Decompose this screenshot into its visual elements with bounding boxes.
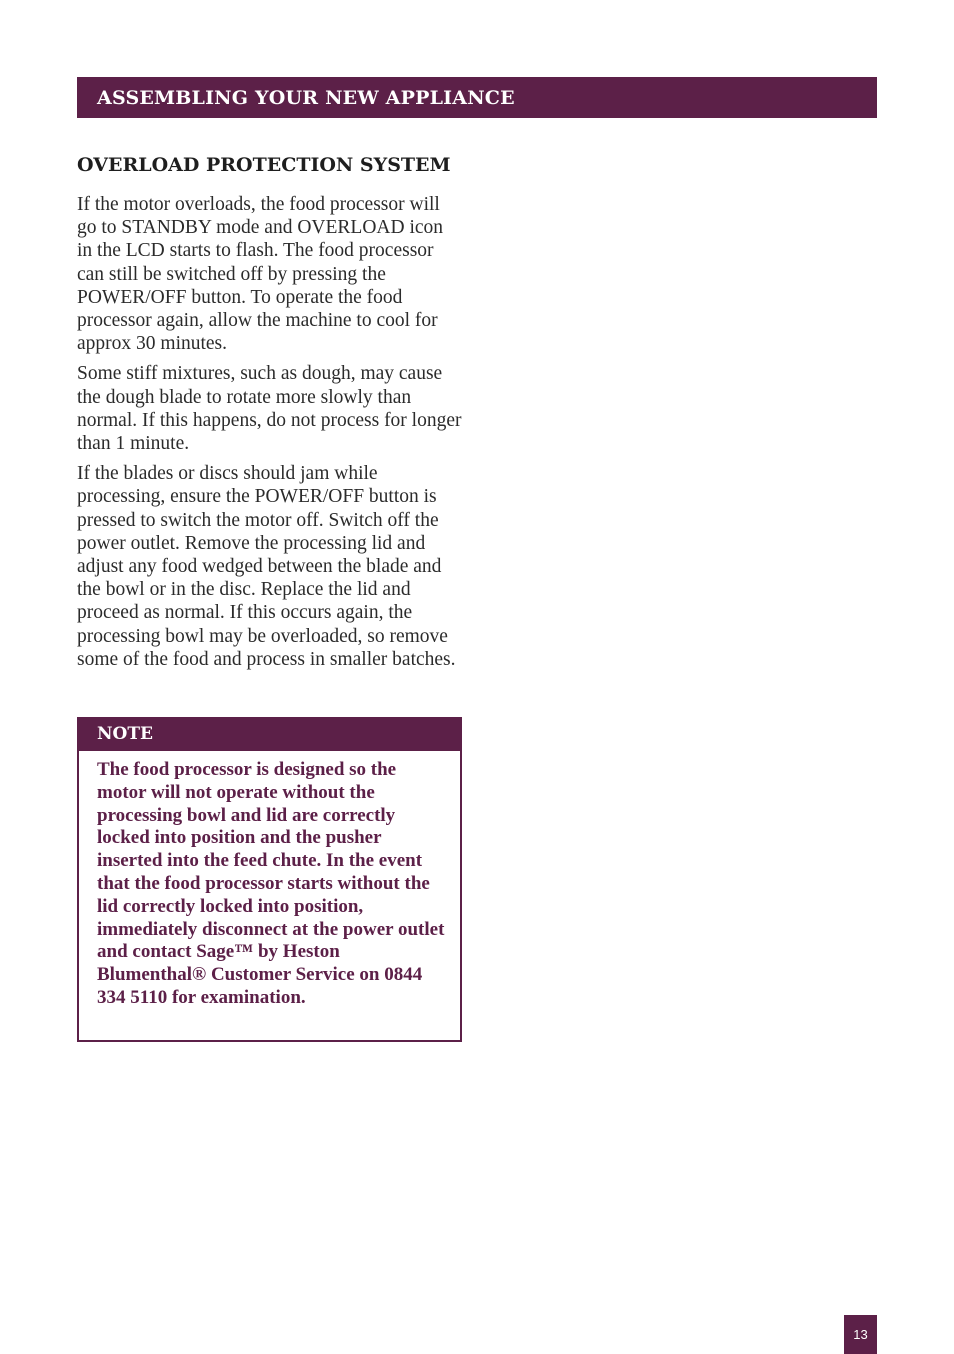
note-box <box>77 717 462 1042</box>
note-text: The food processor is designed so the motor will not operate without the processing bowl and lid are correctly locked into position and the pusher inserted into the feed chute. In the event that the food processor starts without the lid correctly locked into position, immediately disconnect at the power outlet and contact Sage™ by Heston Blumenthal® Customer Service on 0844 334 5110 for examination. <box>97 759 445 1008</box>
note-header <box>77 717 462 751</box>
note-title: NOTE <box>97 724 153 744</box>
paragraph-blades-jam: If the blades or discs should jam while processing, ensure the POWER/OFF button is pressed to switch the motor off. Switch off the power outlet. Remove the processing lid and adjust any food wedged between the blade and the bowl or in the disc. Replace the lid and proceed as normal. If this occurs again, the processing bowl may be overloaded, so remove some of the food and process in smaller batches. <box>77 463 456 670</box>
paragraph-overload: If the motor overloads, the food processor will go to STANDBY mode and OVERLOAD icon in the LCD starts to flash. The food processor can still be switched off by pressing the POWER/OFF button. To operate the food processor again, allow the machine to cool for approx 30 minutes. <box>77 194 444 355</box>
page-number-badge <box>844 1315 877 1354</box>
paragraph-stiff-mixtures: Some stiff mixtures, such as dough, may cause the dough blade to rotate more slowly than normal. If this happens, do not process for longer than 1 minute. <box>77 363 462 455</box>
overload-protection-heading: OVERLOAD PROTECTION SYSTEM <box>77 154 451 176</box>
body-text <box>77 193 463 678</box>
section-header-bar <box>77 77 877 118</box>
section-header-title: ASSEMBLING YOUR NEW APPLIANCE <box>97 86 515 109</box>
page-number: 13 <box>853 1327 868 1342</box>
